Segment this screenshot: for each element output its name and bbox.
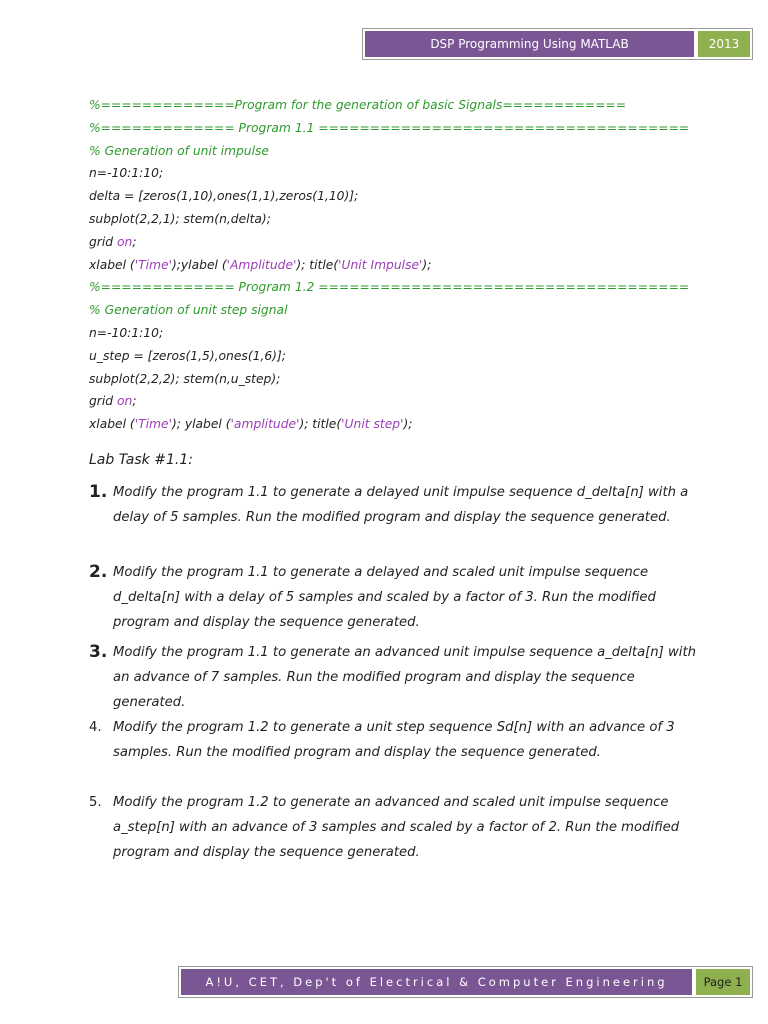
code-string: 'Amplitude' [226, 257, 297, 272]
task-text: Modify the program 1.1 to generate an advanced unit impulse sequence a_delta[n] with an advance of 7 samples. Run the modified program and display the sequence generated. [113, 645, 696, 710]
task-text: Modify the program 1.1 to generate a delayed unit impulse sequence d_delta[n] with a delay of 5 samples. Run the modified program and display the sequence generated. [113, 485, 689, 525]
code-string: on [117, 234, 133, 249]
task-number: 3. [89, 642, 108, 662]
code-line [89, 299, 709, 322]
page-number: Page 1 [694, 967, 752, 997]
code-line [89, 254, 709, 277]
page-footer [178, 966, 753, 998]
code-text: ); title( [296, 257, 339, 272]
code-text: n=-10:1:10; [89, 166, 164, 181]
code-string: on [117, 394, 133, 409]
code-text: n=-10:1:10; [89, 325, 164, 340]
code-comment: %============= Program 1.2 ==================================== [89, 280, 690, 295]
code-text: delta = [zeros(1,10),ones(1,1),zeros(1,10)]; [89, 189, 359, 204]
code-text: ); [422, 257, 432, 272]
code-comment: %=============Program for the generation of basic Signals============ [89, 98, 627, 112]
code-string: 'amplitude' [230, 417, 300, 432]
task-number: 1. [89, 482, 108, 502]
task-text: Modify the program 1.2 to generate an advanced and scaled unit impulse sequence a_step[n] with an advance of 3 samples and scaled by a factor of 2. Run the modified program and display the sequence generated. [113, 795, 680, 860]
code-comment: % Generation of unit step signal [89, 303, 288, 318]
code-line [89, 140, 709, 163]
code-text: );ylabel ( [171, 257, 227, 272]
code-line [89, 276, 709, 299]
lab-task-heading: Lab Task #1.1: [89, 452, 193, 468]
task-text: Modify the program 1.2 to generate a unit step sequence Sd[n] with an advance of 3 samples. Run the modified program and display the sequence generated. [113, 720, 675, 760]
code-line [89, 368, 709, 391]
lab-task-list [89, 480, 699, 865]
task-number: 2. [89, 562, 108, 582]
code-line [89, 322, 709, 345]
lab-task-item [89, 715, 699, 790]
code-text: xlabel ( [89, 257, 135, 272]
lab-task-item [89, 560, 699, 640]
code-line [89, 390, 709, 413]
code-comment: % Generation of unit impulse [89, 143, 269, 158]
code-text: xlabel ( [89, 417, 135, 432]
code-text: ; [132, 234, 137, 249]
code-text: grid [89, 234, 117, 249]
code-line [89, 185, 709, 208]
code-string: 'Time' [134, 417, 172, 432]
matlab-code-block [89, 94, 709, 436]
lab-task-item [89, 790, 699, 865]
document-year: 2013 [696, 29, 752, 59]
code-string: 'Unit step' [341, 417, 404, 432]
task-number: 4. [89, 720, 102, 735]
lab-task-item [89, 480, 699, 560]
code-line [89, 94, 709, 117]
code-line [89, 231, 709, 254]
code-line [89, 162, 709, 185]
code-string: 'Time' [134, 257, 172, 272]
code-text: ); title( [299, 417, 342, 432]
task-number: 5. [89, 795, 102, 810]
code-text: grid [89, 394, 117, 409]
code-line [89, 117, 709, 140]
code-line [89, 345, 709, 368]
code-line [89, 413, 709, 436]
code-text: ); [403, 417, 413, 432]
code-text: u_step = [zeros(1,5),ones(1,6)]; [89, 348, 286, 363]
task-text: Modify the program 1.1 to generate a delayed and scaled unit impulse sequence d_delta[n] with a delay of 5 samples and scaled by a factor of 3. Run the modified program and display the sequence generated. [113, 565, 656, 630]
code-string: 'Unit Impulse' [338, 257, 423, 272]
code-text: subplot(2,2,1); stem(n,delta); [89, 211, 271, 226]
lab-task-item [89, 640, 699, 715]
code-line [89, 208, 709, 231]
page-header [362, 28, 753, 60]
code-text: ); ylabel ( [171, 417, 231, 432]
code-text: subplot(2,2,2); stem(n,u_step); [89, 371, 281, 386]
code-text: ; [132, 394, 137, 409]
document-title: DSP Programming Using MATLAB [363, 29, 696, 59]
footer-institution: A!U, CET, Dep't of Electrical & Computer Engineering [179, 967, 694, 997]
code-comment: %============= Program 1.1 ==================================== [89, 120, 690, 135]
